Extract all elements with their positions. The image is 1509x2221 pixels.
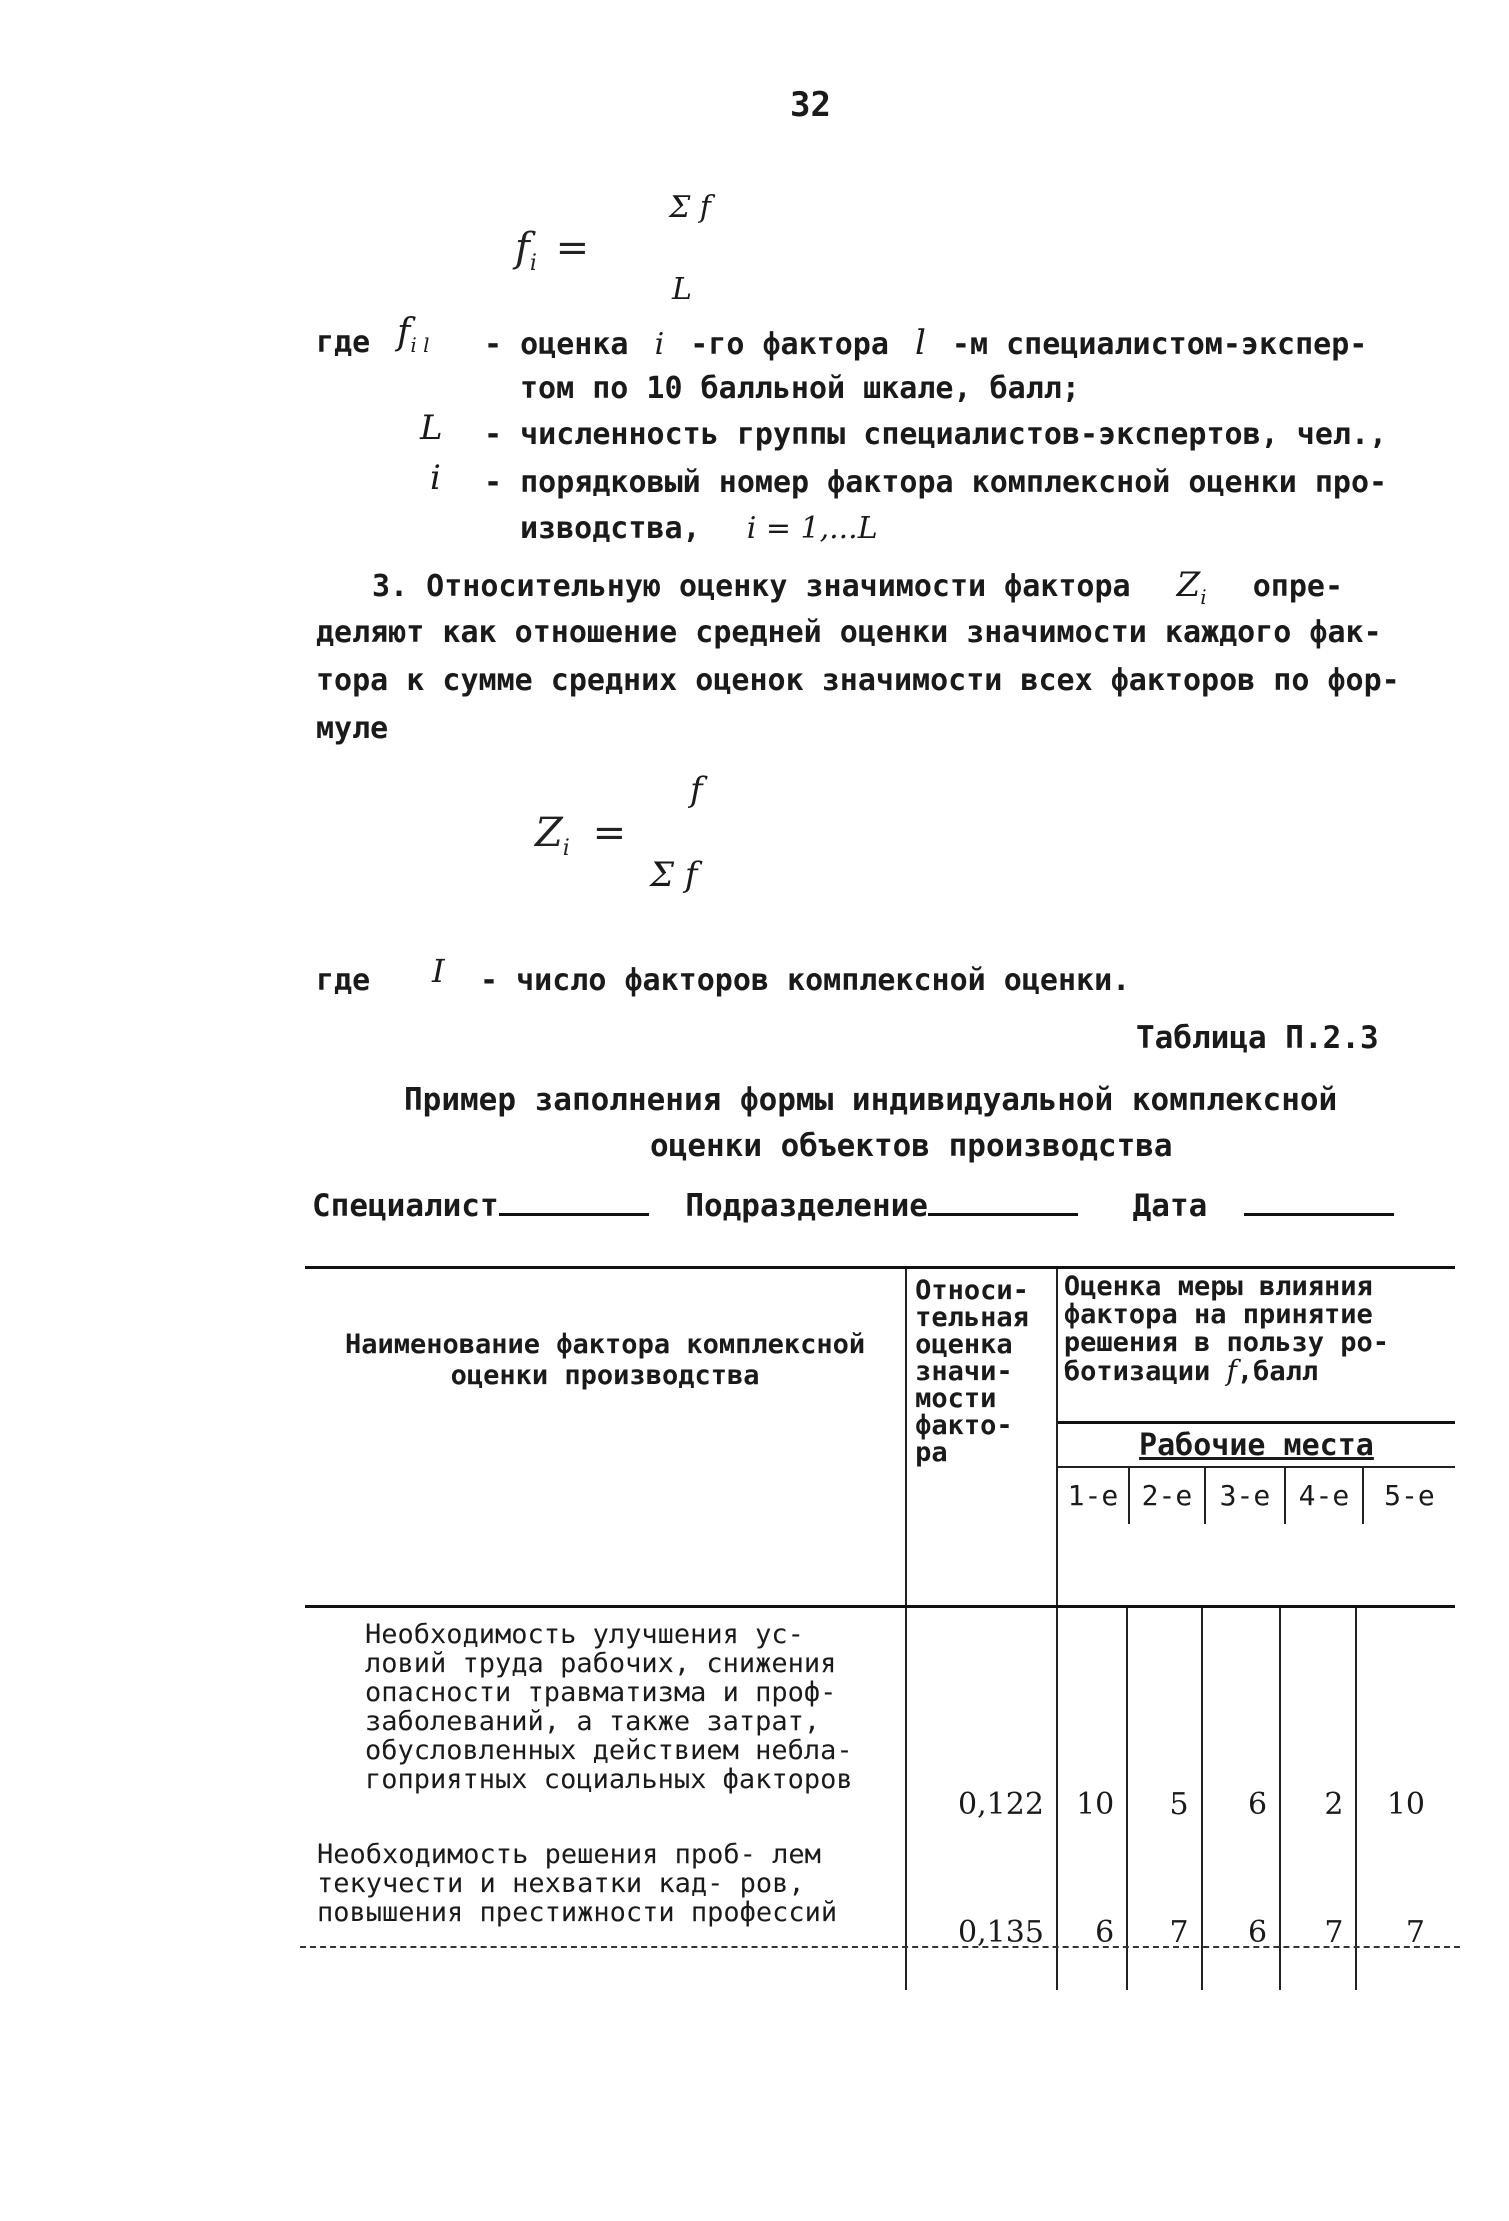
workplace-3: 3-е	[1204, 1468, 1284, 1524]
relative-score: 0,122	[906, 1607, 1057, 1829]
paragraph-3-line-3: тора к сумме средних оценок значимости всех факторов по фор-	[316, 663, 1400, 698]
formula-2-denominator: Σ f	[650, 855, 698, 895]
score-cell: 2	[1280, 1607, 1356, 1829]
score-cell: 7	[1356, 1828, 1455, 1990]
legend-1-symbol-L: L	[420, 408, 443, 448]
table-row	[305, 1607, 1455, 1829]
formula-2: $Z_i$ =	[535, 810, 627, 861]
legend-1-fil-line: - оценка i -го фактора l -м специалистом-экспер-	[484, 323, 1368, 363]
department-blank	[928, 1209, 1078, 1216]
header-factor-name: Наименование фактора комплексной оценки производства	[344, 1329, 866, 1391]
formula-1-lhs: f	[515, 225, 530, 271]
table-caption-line-1: Пример заполнения формы индивидуальной комплексной	[404, 1082, 1338, 1118]
table-row	[305, 1828, 1455, 1990]
legend-1-where: где	[316, 325, 371, 360]
formula-1-denominator: L	[672, 272, 692, 307]
score-cell: 10	[1356, 1607, 1455, 1829]
header-workplace-columns	[1058, 1468, 1455, 1524]
workplace-2: 2-е	[1128, 1468, 1204, 1524]
date-label: Дата	[1132, 1188, 1208, 1224]
formula-1-lhs-sub: i	[529, 251, 537, 276]
department-label: Подразделение	[685, 1188, 928, 1224]
page-number: 32	[790, 85, 831, 125]
factor-name: Необходимость улучшения ус- ловий труда рабочих, снижения опасности травматизма и проф- заболеваний, а также затрат, обусловленных действием небла- гоприятных социальных факторов	[305, 1607, 906, 1829]
formula-1: $f_i$ =	[515, 225, 590, 276]
paragraph-3-line-1: 3. Относительную оценку значимости фактора $Z_i$ опре-	[372, 565, 1344, 609]
table-caption-line-2: оценки объектов производства	[650, 1128, 1173, 1164]
relative-score: 0,135	[906, 1828, 1057, 1990]
legend-2-where: где	[316, 963, 371, 998]
score-cell: 6	[1202, 1828, 1280, 1990]
score-cell: 5	[1127, 1607, 1201, 1829]
legend-1-symbol-fil: $f_{i l}$	[397, 312, 430, 358]
legend-2-text: - число факторов комплексной оценки.	[480, 963, 1131, 998]
legend-1-symbol-i: i	[430, 458, 441, 498]
header-score-group	[1057, 1268, 1455, 1607]
score-cell: 7	[1280, 1828, 1356, 1990]
workplace-4: 4-е	[1284, 1468, 1362, 1524]
score-cell: 7	[1127, 1828, 1201, 1990]
factor-name: Необходимость решения проб- лем текучести и нехватки кад- ров, повышения престижности профессий	[317, 1839, 838, 1928]
specialist-label: Специалист	[312, 1188, 499, 1224]
table-bottom-edge	[300, 1946, 1460, 1948]
legend-2-symbol: I	[432, 952, 445, 990]
header-score-title: Оценка меры влияния фактора на принятие решения в пользу ро- ботизации f,балл	[1058, 1269, 1455, 1424]
legend-1-fil-cont: том по 10 балльной шкале, балл;	[520, 371, 1080, 406]
paragraph-3-line-4: муле	[316, 711, 389, 746]
date-blank	[1244, 1209, 1394, 1216]
legend-1-i-cont: изводства, i = 1,...L	[520, 511, 878, 546]
formula-2-numerator: f	[690, 770, 703, 810]
score-cell: 10	[1057, 1607, 1127, 1829]
form-fields	[312, 1188, 1394, 1224]
table-label: Таблица П.2.3	[1136, 1020, 1379, 1056]
score-cell: 6	[1057, 1828, 1127, 1990]
formula-1-numerator: Σ f	[669, 190, 711, 225]
workplace-5: 5-е	[1362, 1468, 1455, 1524]
legend-1-i-text: - порядковый номер фактора комплексной оценки про-	[484, 465, 1388, 500]
workplace-1: 1-е	[1067, 1479, 1119, 1512]
assessment-table	[305, 1266, 1455, 1990]
header-relative-score: Относи- тельная оценка значи- мости факто- ра	[906, 1268, 1057, 1607]
table-header-row	[305, 1268, 1455, 1607]
header-workplaces: Рабочие места	[1058, 1424, 1455, 1468]
legend-1-L-text: - численность группы специалистов-экспертов, чел.,	[484, 417, 1388, 452]
paragraph-3-line-2: деляют как отношение средней оценки значимости каждого фак-	[316, 615, 1382, 650]
specialist-blank	[499, 1209, 649, 1216]
score-cell: 6	[1202, 1607, 1280, 1829]
